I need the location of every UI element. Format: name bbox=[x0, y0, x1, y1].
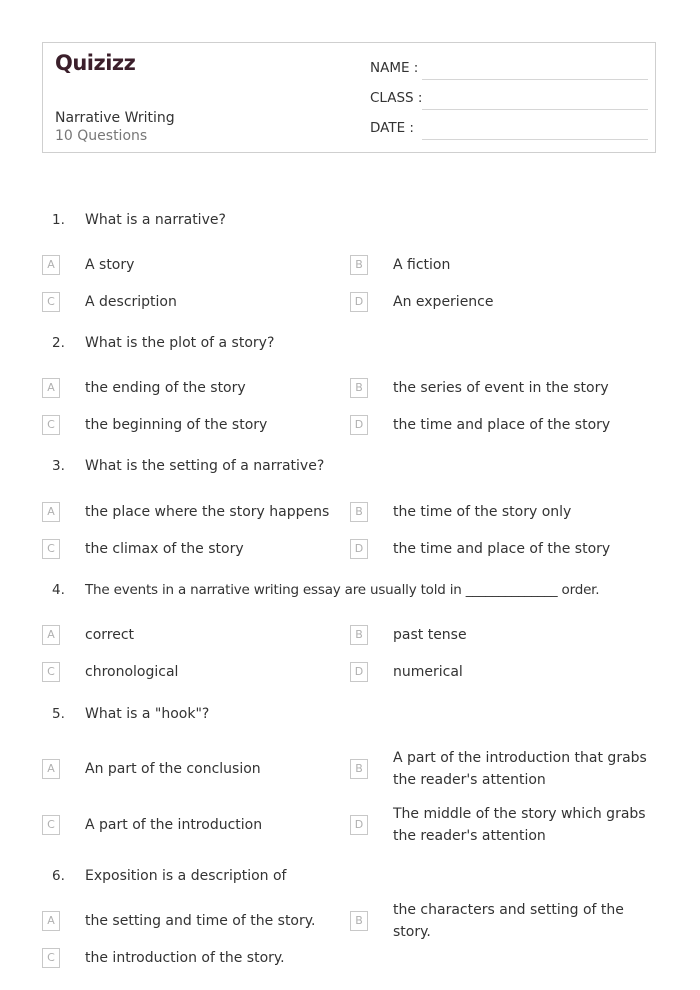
option-letter-box: A bbox=[42, 502, 60, 522]
question-2 bbox=[0, 335, 700, 355]
question-number: 1. bbox=[52, 212, 65, 228]
answer-option[interactable] bbox=[350, 625, 670, 645]
option-text: the introduction of the story. bbox=[85, 950, 285, 966]
answer-option[interactable] bbox=[42, 662, 332, 682]
answer-option[interactable] bbox=[42, 502, 332, 522]
answer-option[interactable] bbox=[42, 948, 332, 968]
option-text: the characters and setting of the story. bbox=[393, 902, 624, 940]
answer-option[interactable] bbox=[350, 539, 670, 559]
option-letter-box: B bbox=[350, 255, 368, 275]
question-number: 4. bbox=[52, 582, 65, 598]
name-label: NAME : bbox=[370, 60, 419, 76]
option-letter-box: D bbox=[350, 292, 368, 312]
option-letter-box: D bbox=[350, 415, 368, 435]
answer-option[interactable] bbox=[42, 415, 332, 435]
answer-option[interactable] bbox=[42, 255, 332, 275]
worksheet-header bbox=[42, 42, 656, 153]
answer-option[interactable] bbox=[350, 502, 670, 522]
answer-option[interactable] bbox=[42, 539, 332, 559]
option-text: the time and place of the story bbox=[393, 417, 611, 433]
answer-option[interactable] bbox=[350, 662, 670, 682]
answer-option[interactable] bbox=[350, 378, 670, 398]
option-text: A part of the introduction bbox=[85, 817, 263, 833]
option-letter-box: A bbox=[42, 255, 60, 275]
question-6 bbox=[0, 868, 700, 888]
answer-option[interactable] bbox=[350, 902, 670, 940]
option-letter-box: C bbox=[42, 539, 60, 559]
question-1 bbox=[0, 212, 700, 232]
question-3 bbox=[0, 458, 700, 478]
answer-option[interactable] bbox=[42, 911, 332, 931]
option-text: the place where the story happens bbox=[85, 504, 330, 520]
option-letter-box: B bbox=[350, 378, 368, 398]
option-letter-box: B bbox=[350, 911, 368, 931]
option-text: An part of the conclusion bbox=[85, 761, 261, 777]
option-letter-box: B bbox=[350, 502, 368, 522]
option-letter-box: D bbox=[350, 662, 368, 682]
question-4 bbox=[0, 582, 700, 602]
option-letter-box: C bbox=[42, 662, 60, 682]
answer-option[interactable] bbox=[350, 415, 670, 435]
class-line bbox=[422, 109, 648, 110]
option-text: the beginning of the story bbox=[85, 417, 268, 433]
option-text: A part of the introduction that grabs the reader's attention bbox=[393, 750, 647, 788]
question-text: What is the setting of a narrative? bbox=[85, 458, 325, 474]
option-text: the ending of the story bbox=[85, 380, 246, 396]
class-label: CLASS : bbox=[370, 90, 423, 106]
question-text: What is a narrative? bbox=[85, 212, 226, 228]
option-letter-box: A bbox=[42, 625, 60, 645]
question-text: Exposition is a description of bbox=[85, 868, 287, 884]
option-letter-box: D bbox=[350, 815, 368, 835]
option-letter-box: C bbox=[42, 415, 60, 435]
option-letter-box: C bbox=[42, 815, 60, 835]
answer-option[interactable] bbox=[350, 747, 670, 791]
class-field bbox=[370, 90, 648, 110]
answer-option[interactable] bbox=[42, 803, 332, 847]
question-number: 6. bbox=[52, 868, 65, 884]
date-label: DATE : bbox=[370, 120, 414, 136]
option-text: the time and place of the story bbox=[393, 541, 611, 557]
option-text: A fiction bbox=[393, 257, 451, 273]
option-text: the climax of the story bbox=[85, 541, 244, 557]
option-letter-box: B bbox=[350, 759, 368, 779]
question-5 bbox=[0, 706, 700, 726]
question-text: The events in a narrative writing essay are usually told in ______________ order. bbox=[85, 582, 600, 598]
option-text: An experience bbox=[393, 294, 494, 310]
option-text: correct bbox=[85, 627, 135, 643]
answer-option[interactable] bbox=[350, 803, 670, 847]
answer-option[interactable] bbox=[350, 255, 670, 275]
answer-option[interactable] bbox=[350, 292, 670, 312]
option-text: the series of event in the story bbox=[393, 380, 609, 396]
option-text: past tense bbox=[393, 627, 467, 643]
option-letter-box: A bbox=[42, 911, 60, 931]
question-text: What is the plot of a story? bbox=[85, 335, 275, 351]
question-text: What is a "hook"? bbox=[85, 706, 210, 722]
option-text: the setting and time of the story. bbox=[85, 913, 316, 929]
quizizz-logo: Quizizz bbox=[55, 51, 136, 75]
option-letter-box: D bbox=[350, 539, 368, 559]
date-line bbox=[422, 139, 648, 140]
question-number: 3. bbox=[52, 458, 65, 474]
option-text: A description bbox=[85, 294, 177, 310]
name-field bbox=[370, 60, 648, 80]
option-letter-box: C bbox=[42, 292, 60, 312]
option-letter-box: B bbox=[350, 625, 368, 645]
answer-option[interactable] bbox=[42, 378, 332, 398]
option-letter-box: C bbox=[42, 948, 60, 968]
option-text: The middle of the story which grabs the reader's attention bbox=[393, 806, 646, 844]
question-count: 10 Questions bbox=[55, 128, 148, 144]
option-letter-box: A bbox=[42, 378, 60, 398]
name-line bbox=[422, 79, 648, 80]
question-number: 2. bbox=[52, 335, 65, 351]
question-number: 5. bbox=[52, 706, 65, 722]
option-letter-box: A bbox=[42, 759, 60, 779]
answer-option[interactable] bbox=[42, 292, 332, 312]
option-text: the time of the story only bbox=[393, 504, 572, 520]
option-text: chronological bbox=[85, 664, 179, 680]
option-text: A story bbox=[85, 257, 135, 273]
answer-option[interactable] bbox=[42, 747, 332, 791]
worksheet-title: Narrative Writing bbox=[55, 110, 175, 126]
date-field bbox=[370, 120, 648, 140]
option-text: numerical bbox=[393, 664, 463, 680]
answer-option[interactable] bbox=[42, 625, 332, 645]
